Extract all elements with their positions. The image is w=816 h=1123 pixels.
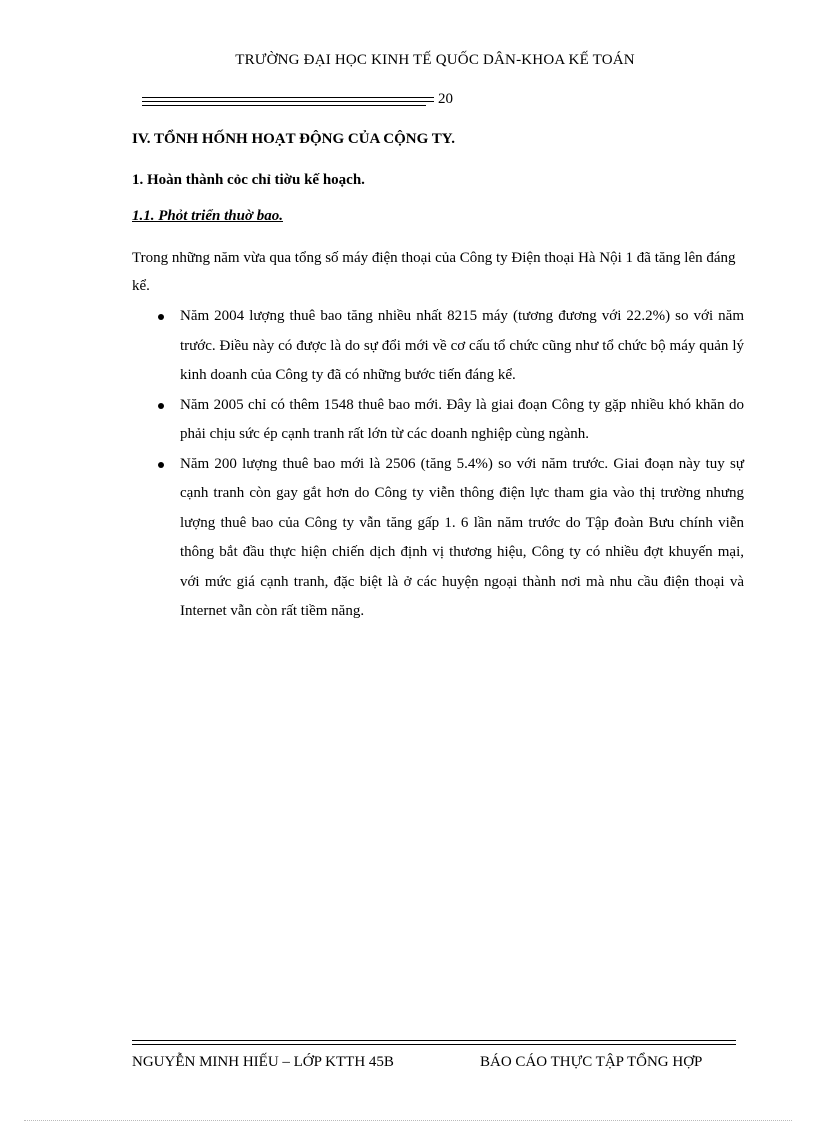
page-edge [24, 1120, 792, 1121]
list-item-text: Năm 200 lượng thuê bao mới là 2506 (tăng 5.4%) so với năm trước. Giai đoạn này tuy sự cạnh tranh còn gay gắt hơn do Công ty viễn thông điện lực tham gia vào thị trường nhưng lượng thuê bao của Công ty vẫn tăng gấp 1. 6 lần năm trước do Tập đoàn Bưu chính viễn thông bắt đầu thực hiện chiến dịch định vị thương hiệu, Công ty có nhiều đợt khuyến mại, với mức giá cạnh tranh, đặc biệt là ở các huyện ngoại thành nơi mà nhu cầu điện thoại và Internet vẫn còn rất tiềm năng. [180, 455, 744, 619]
bullet-icon [158, 462, 164, 468]
header-rule-lower [142, 105, 426, 106]
section-title: IV. TỔNH HỐNH HOẠT ĐỘNG CỦA CỘNG TY. [132, 131, 455, 147]
bullet-list [152, 302, 744, 627]
header-rule [142, 97, 434, 102]
header-title: TRƯỜNG ĐẠI HỌC KINH TẾ QUỐC DÂN-KHOA KẾ TOÁN [235, 52, 635, 68]
footer-author: NGUYỄN MINH HIẾU – LỚP KTTH 45B [132, 1054, 394, 1070]
list-item-text: Năm 2005 chỉ có thêm 1548 thuê bao mới. Đây là giai đoạn Công ty gặp nhiều khó khăn do phải chịu sức ép cạnh tranh rất lớn từ các doanh nghiệp cùng ngành. [180, 396, 744, 442]
footer-report-title: BÁO CÁO THỰC TẬP TỔNG HỢP [480, 1054, 703, 1070]
list-item [152, 391, 744, 450]
list-item [152, 450, 744, 627]
list-item-text: Năm 2004 lượng thuê bao tăng nhiều nhất 8215 máy (tương đương với 22.2%) so với năm trước. Điều này có được là do sự đổi mới về cơ cấu tổ chức cũng như tổ chức bộ máy quản lý kinh doanh của Công ty đã có những bước tiến đáng kể. [180, 308, 744, 383]
bullet-icon [158, 314, 164, 320]
page-number: 20 [438, 91, 453, 107]
subsection-title: 1. Hoàn thành cỏc chỉ tiờu kế hoạch. [132, 172, 365, 188]
list-item [152, 302, 744, 391]
intro-paragraph: Trong những năm vừa qua tổng số máy điện thoại của Công ty Điện thoại Hà Nội 1 đã tăng lên đáng kể. [132, 250, 736, 294]
subsubsection-title: 1.1. Phỏt triển thuờ bao. [132, 208, 283, 224]
bullet-icon [158, 403, 164, 409]
footer-rule [132, 1040, 736, 1045]
